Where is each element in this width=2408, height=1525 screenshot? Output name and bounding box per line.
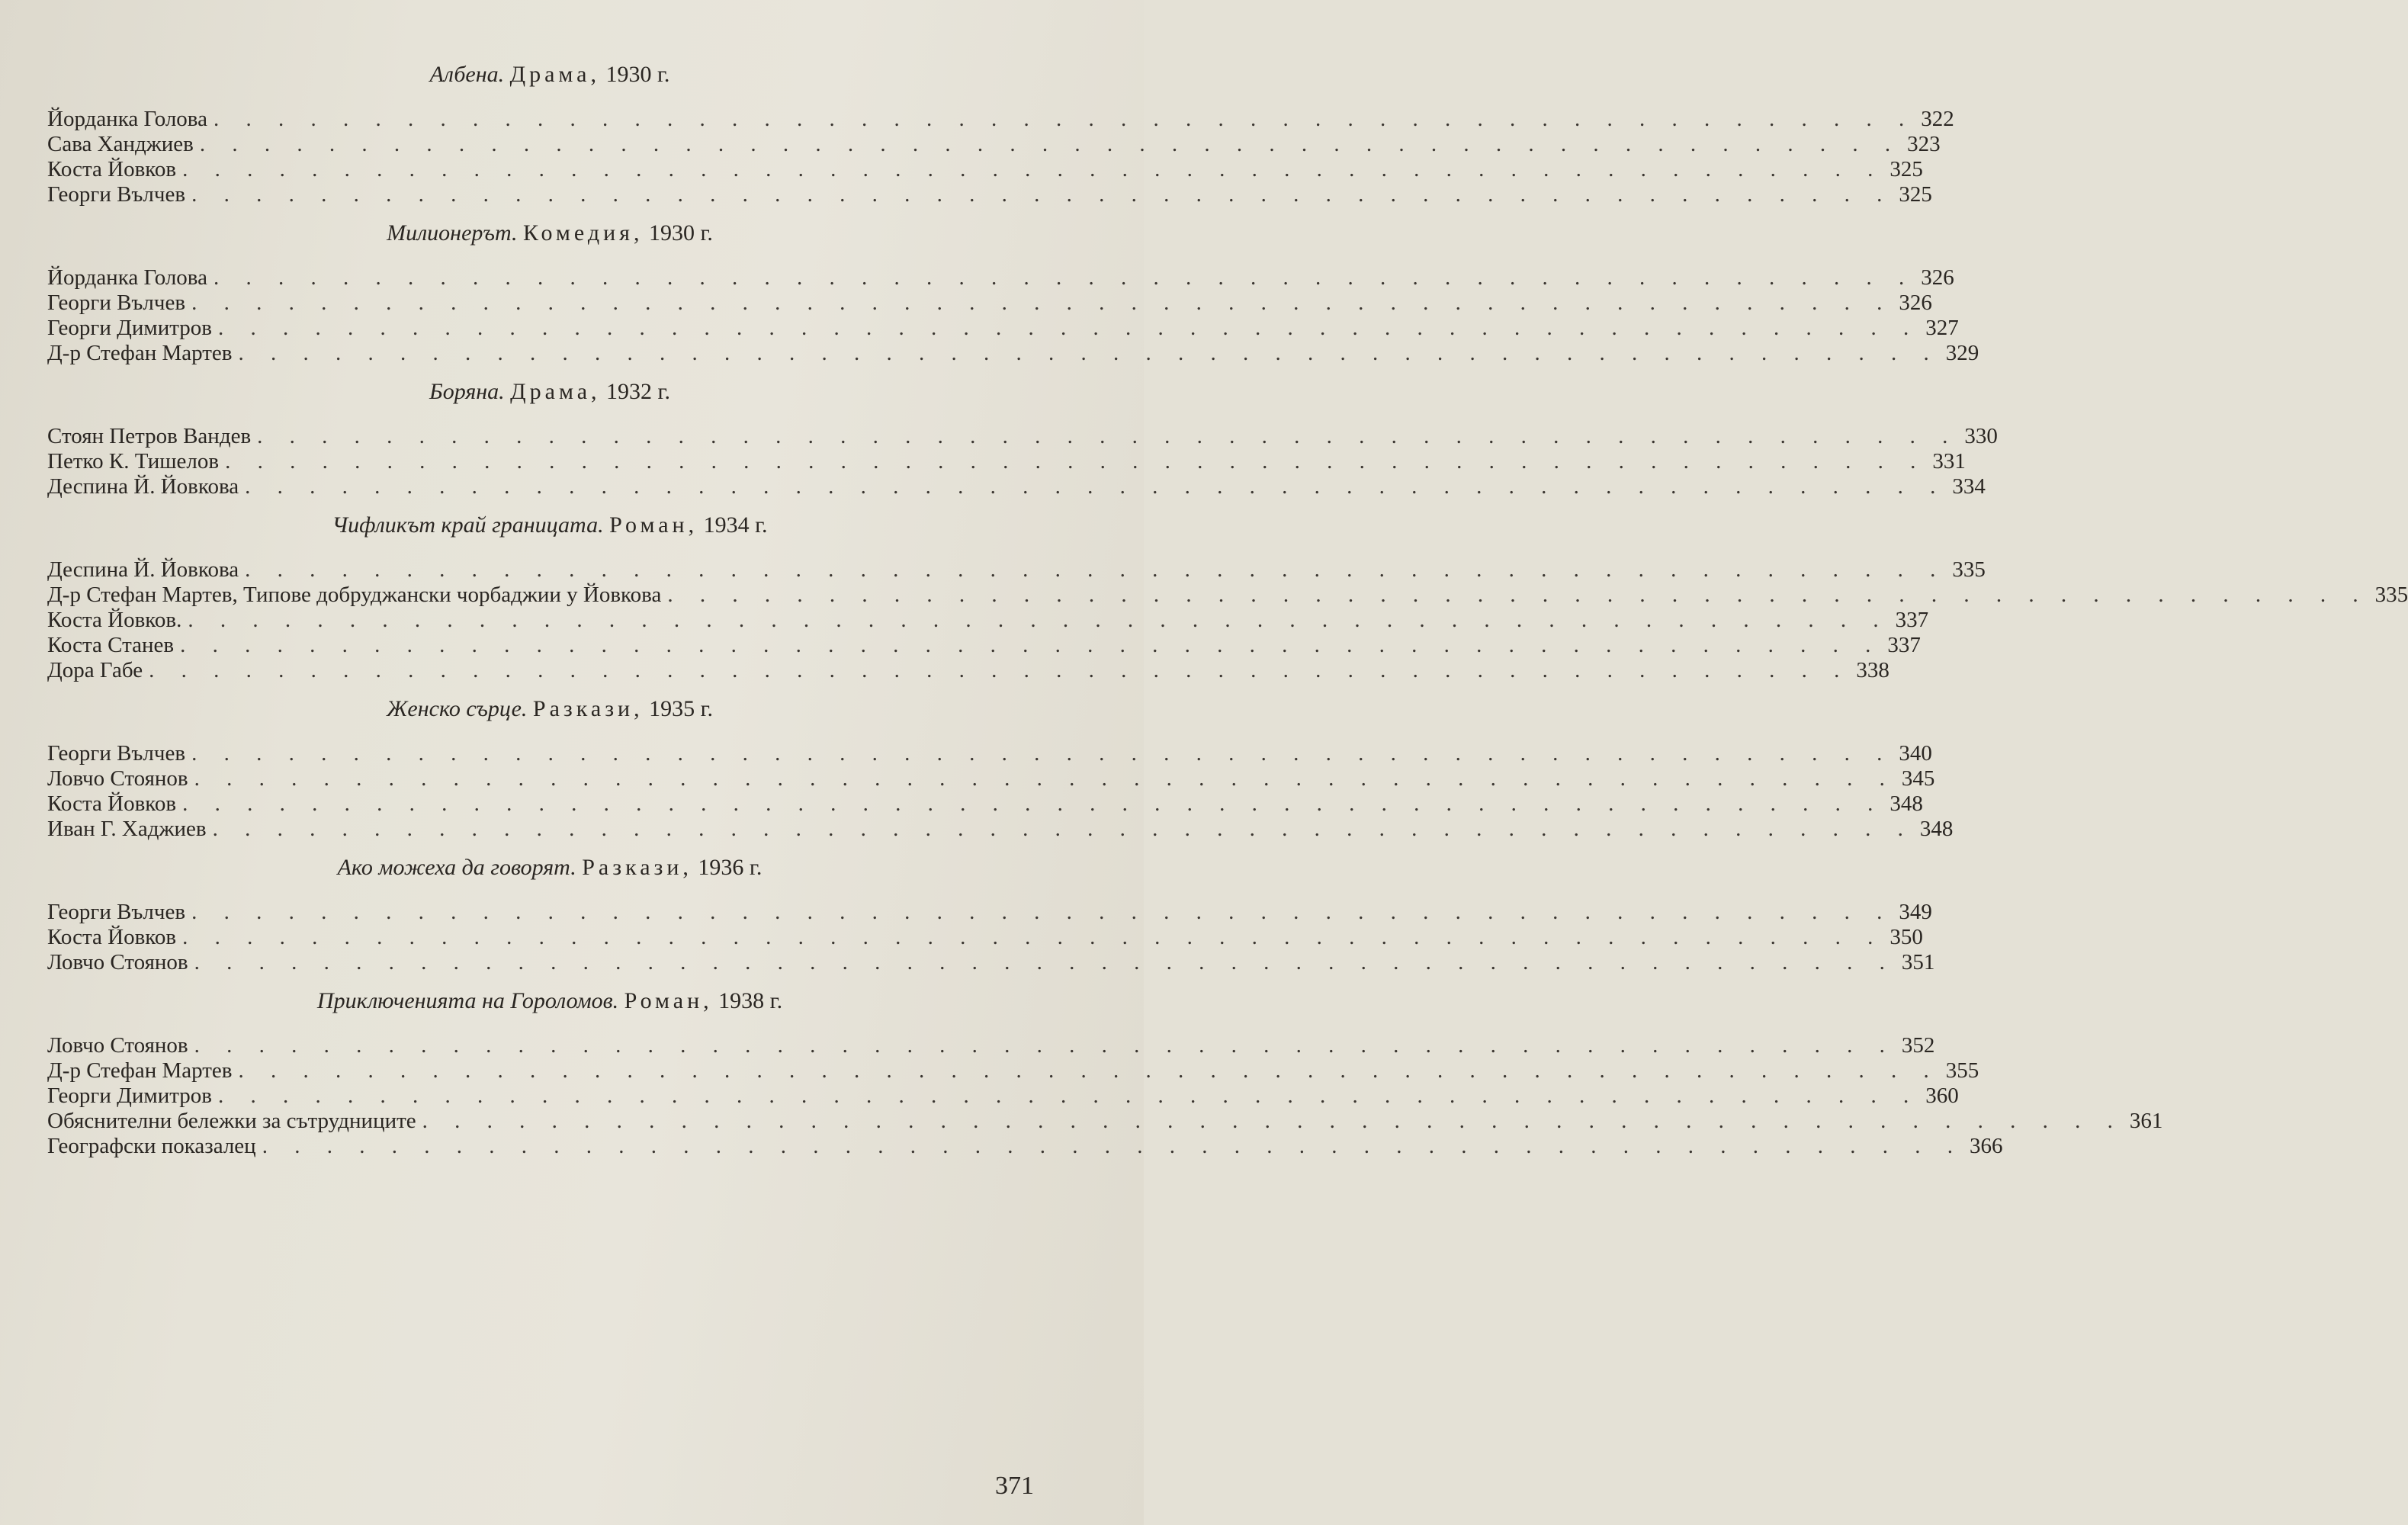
work-genre: Разкази, (532, 696, 644, 721)
work-year: 1934 г. (703, 512, 768, 538)
toc-section (47, 986, 2163, 1159)
dot-leader: . . . . . . . . . . . . . . . . . . . . . . . . . . . . . . . . . . . . . . . . . . . . . . . . . . . . . (238, 1058, 1940, 1083)
dot-leader: . . . . . . . . . . . . . . . . . . . . . . . . . . . . . . . . . . . . . . . . . . . . . . . . . . . . . (238, 341, 1940, 365)
entry-author: Георги Вълчев (47, 291, 186, 315)
entry-author: Деспина Й. Йовкова (47, 557, 239, 582)
entry-page-number: 327 (1925, 316, 1959, 340)
section-heading (47, 218, 1052, 249)
dot-leader: . . . . . . . . . . . . . . . . . . . . . . . . . . . . . . . . . . . . . . . . . . . . . . . . . . . . . (213, 107, 1915, 131)
toc-section (47, 510, 2408, 683)
work-year: 1935 г. (649, 696, 714, 721)
entry-page-number: 351 (1901, 950, 1935, 974)
work-title: Албена. (429, 62, 505, 87)
dot-leader: . . . . . . . . . . . . . . . . . . . . . . . . . . . . . . . . . . . . . . . . . . . . . . . . . . . . . (194, 950, 1896, 974)
section-heading (47, 377, 1052, 407)
entry-author: Георги Димитров (47, 316, 212, 340)
entry-page-number: 326 (1899, 291, 1932, 315)
toc-section (47, 377, 1998, 499)
dot-leader: . . . . . . . . . . . . . . . . . . . . . . . . . . . . . . . . . . . . . . . . . . . . . . . . . . . . . (182, 157, 1884, 181)
toc-entry (47, 182, 1932, 207)
work-title: Милионерът. (387, 220, 518, 246)
toc-entry (47, 341, 1979, 366)
work-genre: Драма, (509, 62, 600, 87)
entry-author: Георги Димитров (47, 1084, 212, 1108)
entry-page-number: 326 (1921, 265, 1954, 290)
entry-page-number: 335 (2374, 583, 2408, 607)
toc-entry (47, 107, 1954, 132)
dot-leader: . . . . . . . . . . . . . . . . . . . . . . . . . . . . . . . . . . . . . . . . . . . . . . . . . . . . . (194, 766, 1896, 791)
dot-leader: . . . . . . . . . . . . . . . . . . . . . . . . . . . . . . . . . . . . . . . . . . . . . . . . . . . . . (667, 583, 2369, 607)
entry-page-number: 331 (1932, 449, 1966, 474)
entry-page-number: 340 (1899, 741, 1932, 766)
entry-page-number: 325 (1899, 182, 1932, 207)
toc-entry (47, 557, 1986, 583)
toc-entry (47, 1033, 1935, 1058)
entry-author: Ловчо Стоянов (47, 1033, 188, 1058)
dot-leader: . . . . . . . . . . . . . . . . . . . . . . . . . . . . . . . . . . . . . . . . . . . . . . . . . . . . . (180, 633, 1882, 657)
entry-page-number: 337 (1895, 608, 1929, 632)
entry-page-number: 329 (1945, 341, 1979, 365)
entry-page-number: 355 (1945, 1058, 1979, 1083)
dot-leader: . . . . . . . . . . . . . . . . . . . . . . . . . . . . . . . . . . . . . . . . . . . . . . . . . . . . . (188, 608, 1889, 632)
dot-leader: . . . . . . . . . . . . . . . . . . . . . . . . . . . . . . . . . . . . . . . . . . . . . . . . . . . . . (218, 316, 1920, 340)
entry-page-number: 348 (1919, 817, 1954, 841)
toc-entry (47, 950, 1935, 975)
work-year: 1936 г. (698, 855, 763, 880)
entry-page-number: 345 (1901, 766, 1935, 791)
toc-entry (47, 1058, 1979, 1084)
entry-page-number: 334 (1952, 474, 1986, 499)
toc-entry (47, 817, 1954, 842)
toc-entry (47, 608, 1929, 633)
table-of-contents (47, 59, 2408, 1170)
dot-leader: . . . . . . . . . . . . . . . . . . . . . . . . . . . . . . . . . . . . . . . . . . . . . . . . . . . . . (262, 1134, 1963, 1158)
work-genre: Роман, (624, 988, 713, 1013)
toc-entry (47, 157, 1923, 182)
toc-entry (47, 583, 2408, 608)
toc-entry (47, 633, 1921, 658)
work-year: 1938 г. (718, 988, 783, 1013)
entry-author: Деспина Й. Йовкова (47, 474, 239, 499)
entry-author: Д-р Стефан Мартев (47, 341, 233, 365)
dot-leader: . . . . . . . . . . . . . . . . . . . . . . . . . . . . . . . . . . . . . . . . . . . . . . . . . . . . . (245, 557, 1947, 582)
entry-page-number: 350 (1889, 925, 1923, 949)
work-year: 1930 г. (605, 62, 670, 87)
dot-leader: . . . . . . . . . . . . . . . . . . . . . . . . . . . . . . . . . . . . . . . . . . . . . . . . . . . . . (191, 741, 1893, 766)
dot-leader: . . . . . . . . . . . . . . . . . . . . . . . . . . . . . . . . . . . . . . . . . . . . . . . . . . . . . (182, 925, 1884, 949)
dot-leader: . . . . . . . . . . . . . . . . . . . . . . . . . . . . . . . . . . . . . . . . . . . . . . . . . . . . . (225, 449, 1927, 474)
page-number: 371 (995, 1472, 1034, 1500)
entry-author: Коста Йовков (47, 157, 177, 181)
work-year: 1930 г. (648, 220, 713, 246)
entry-page-number: 330 (1964, 424, 1998, 448)
entry-page-number: 360 (1925, 1084, 1959, 1108)
toc-entry (47, 900, 1932, 925)
toc-entry (47, 1084, 1959, 1109)
toc-entry (47, 766, 1935, 791)
work-title: Боряна. (429, 379, 505, 404)
entry-author: Коста Йовков (47, 791, 177, 816)
toc-section (47, 694, 1954, 842)
entry-author: Ловчо Стоянов (47, 950, 188, 974)
entry-author: Ловчо Стоянов (47, 766, 188, 791)
toc-section (47, 218, 1979, 366)
entry-page-number: 349 (1899, 900, 1932, 924)
dot-leader: . . . . . . . . . . . . . . . . . . . . . . . . . . . . . . . . . . . . . . . . . . . . . . . . . . . . . (182, 791, 1884, 816)
section-heading (47, 852, 1052, 883)
section-heading (47, 694, 1052, 724)
entry-author: Иван Г. Хаджиев (47, 817, 207, 841)
toc-entry (47, 449, 1966, 474)
work-genre: Разкази, (582, 855, 692, 880)
work-genre: Комедия, (522, 220, 644, 246)
work-genre: Драма, (510, 379, 601, 404)
entry-author: Коста Йовков. (47, 608, 182, 632)
entry-author: Обяснителни бележки за сътрудниците (47, 1109, 416, 1133)
dot-leader: . . . . . . . . . . . . . . . . . . . . . . . . . . . . . . . . . . . . . . . . . . . . . . . . . . . . . (218, 1084, 1920, 1108)
entry-author: Коста Станев (47, 633, 175, 657)
toc-entry (47, 265, 1954, 291)
entry-author: Стоян Петров Вандев (47, 424, 252, 448)
toc-entry (47, 132, 1941, 157)
section-heading (47, 59, 1052, 90)
entry-page-number: 335 (1952, 557, 1986, 582)
dot-leader: . . . . . . . . . . . . . . . . . . . . . . . . . . . . . . . . . . . . . . . . . . . . . . . . . . . . . (212, 817, 1914, 841)
section-heading (47, 510, 1052, 541)
entry-author: Д-р Стефан Мартев (47, 1058, 233, 1083)
entry-page-number: 366 (1969, 1134, 2003, 1158)
entry-page-number: 361 (2129, 1109, 2163, 1133)
entry-author: Георги Вълчев (47, 741, 186, 766)
toc-section (47, 59, 1954, 207)
entry-page-number: 323 (1907, 132, 1941, 156)
toc-entry (47, 1134, 2003, 1159)
dot-leader: . . . . . . . . . . . . . . . . . . . . . . . . . . . . . . . . . . . . . . . . . . . . . . . . . . . . . (213, 265, 1915, 290)
entry-page-number: 325 (1889, 157, 1923, 181)
dot-leader: . . . . . . . . . . . . . . . . . . . . . . . . . . . . . . . . . . . . . . . . . . . . . . . . . . . . . (191, 900, 1893, 924)
toc-entry (47, 291, 1932, 316)
work-title: Приключенията на Гороломов. (316, 988, 619, 1013)
work-title: Женско сърце. (386, 696, 528, 721)
entry-author: Дора Габе (47, 658, 143, 682)
entry-author: Йорданка Голова (47, 107, 207, 131)
work-genre: Роман, (609, 512, 698, 538)
entry-author: Коста Йовков (47, 925, 177, 949)
entry-page-number: 337 (1887, 633, 1921, 657)
work-title: Чифликът край границата. (332, 512, 604, 538)
dot-leader: . . . . . . . . . . . . . . . . . . . . . . . . . . . . . . . . . . . . . . . . . . . . . . . . . . . . . (194, 1033, 1896, 1058)
dot-leader: . . . . . . . . . . . . . . . . . . . . . . . . . . . . . . . . . . . . . . . . . . . . . . . . . . . . . (245, 474, 1947, 499)
entry-author: Георги Вълчев (47, 182, 186, 207)
entry-author: Сава Ханджиев (47, 132, 194, 156)
toc-entry (47, 316, 1959, 341)
toc-entry (47, 424, 1998, 449)
dot-leader: . . . . . . . . . . . . . . . . . . . . . . . . . . . . . . . . . . . . . . . . . . . . . . . . . . . . . (422, 1109, 2124, 1133)
toc-entry (47, 1109, 2163, 1134)
toc-section (47, 852, 1935, 975)
entry-page-number: 338 (1856, 658, 1889, 682)
dot-leader: . . . . . . . . . . . . . . . . . . . . . . . . . . . . . . . . . . . . . . . . . . . . . . . . . . . . . (149, 658, 1851, 682)
dot-leader: . . . . . . . . . . . . . . . . . . . . . . . . . . . . . . . . . . . . . . . . . . . . . . . . . . . . . (191, 182, 1893, 207)
entry-author: Георги Вълчев (47, 900, 186, 924)
dot-leader: . . . . . . . . . . . . . . . . . . . . . . . . . . . . . . . . . . . . . . . . . . . . . . . . . . . . . (257, 424, 1959, 448)
entry-author: Петко К. Тишелов (47, 449, 220, 474)
entry-author: Йорданка Голова (47, 265, 207, 290)
work-title: Ако можеха да говорят. (337, 855, 576, 880)
toc-entry (47, 474, 1986, 499)
work-year: 1932 г. (606, 379, 670, 404)
dot-leader: . . . . . . . . . . . . . . . . . . . . . . . . . . . . . . . . . . . . . . . . . . . . . . . . . . . . . (199, 132, 1902, 156)
entry-page-number: 322 (1921, 107, 1954, 131)
toc-entry (47, 658, 1889, 683)
toc-entry (47, 925, 1923, 950)
section-heading (47, 986, 1052, 1016)
dot-leader: . . . . . . . . . . . . . . . . . . . . . . . . . . . . . . . . . . . . . . . . . . . . . . . . . . . . . (191, 291, 1893, 315)
entry-page-number: 348 (1889, 791, 1923, 816)
toc-entry (47, 791, 1923, 817)
entry-author: Географски показалец (47, 1134, 256, 1158)
entry-author: Д-р Стефан Мартев, Типове добруджански чорбаджии у Йовкова (47, 583, 662, 607)
entry-page-number: 352 (1901, 1033, 1935, 1058)
toc-entry (47, 741, 1932, 766)
